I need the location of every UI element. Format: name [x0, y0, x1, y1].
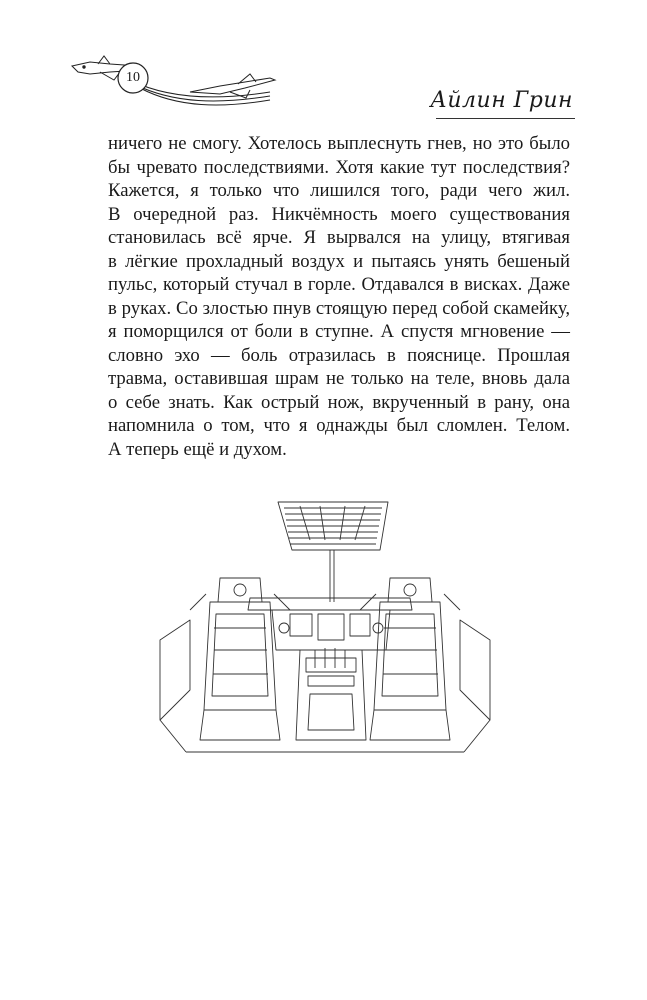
body-text	[108, 132, 570, 461]
text-line: в лёгкие прохладный воздух и пытаясь унять бешеный	[108, 250, 570, 272]
text-line: напомнила о том, что я однажды был сломлен. Телом.	[108, 415, 570, 436]
page-number: 10	[126, 70, 140, 85]
text-line: ничего не смогу. Хотелось выплеснуть гнев, но это было	[108, 133, 570, 154]
cockpit-illustration	[150, 490, 500, 770]
text-line: словно эхо — боль отразилась в пояснице. Прошлая	[108, 344, 570, 366]
airplane-header-icon	[70, 52, 280, 112]
author-name: Айлин Грин	[430, 88, 573, 113]
text-line: бы чревато последствиями. Хотя какие тут последствия?	[108, 156, 570, 178]
text-line: о себе знать. Как острый нож, вкрученный в рану, она	[108, 391, 570, 413]
text-line: В очередной раз. Никчёмность моего существования	[108, 203, 570, 225]
text-line: я поморщился от боли в ступне. А спустя мгновение —	[108, 321, 570, 342]
text-line: становилась всё ярче. Я вырвался на улицу, втягивая	[108, 227, 570, 248]
text-line: А теперь ещё и духом.	[108, 438, 287, 460]
text-line: в руках. Со злостью пнув стоящую перед собой скамейку,	[108, 297, 570, 319]
text-line: травма, оставившая шрам не только на теле, вновь дала	[108, 368, 570, 389]
header-rule	[436, 118, 575, 119]
text-line: Кажется, я только что лишился того, ради чего жил.	[108, 180, 570, 201]
text-line: пульс, который стучал в горле. Отдавался в висках. Даже	[108, 274, 570, 295]
